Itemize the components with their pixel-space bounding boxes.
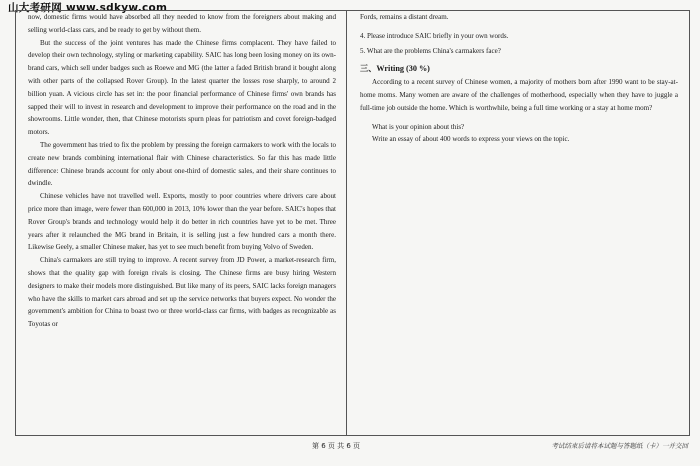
passage-paragraph: The government has tried to fix the problem by pressing the foreign carmakers to work with the locals to create new brands combining international flair with Chinese characteristics. So far this has made little difference: Chinese brands account for only about one-third of domestic sales, and their share continues to dwindle. (28, 140, 336, 188)
writing-prompt: According to a recent survey of Chinese women, a majority of mothers born after 1990 want to be stay-at-home moms. Many women are aware of the challenges of motherhood, especially when they have to juggle a full-time job outside the home. Which is worthwhile, being a full time working or a stay at home mom? (360, 78, 678, 112)
passage-paragraph: But the success of the joint ventures has made the Chinese firms complacent. They have failed to develop their own technology, styling or marketing capability. SAIC has long been losing money on its own-brand cars, which sell under badges such as Roewe and MG (the latter a faded British brand it bought along with other parts of the collapsed Rover Group). In the latest quarter the losses rose sharply, to around 2 billion yuan. A vicious circle has set in: the poor financial performance of Chinese firms' own brands has sapped their will to invest in research and development to improve their performance on the road and in the showrooms. Little wonder, then, that Chinese motorists spurn pleas for patriotism and covet foreign-badged motors. (28, 38, 336, 137)
passage-continuation: Fords, remains a distant dream. (360, 13, 449, 21)
column-divider (346, 10, 347, 436)
footer-note: 考试结束后请将本试题与答题纸（卡）一并交回 (551, 442, 688, 450)
question-5: 5. What are the problems China's carmakers face? (360, 46, 501, 55)
writing-task-line: What is your opinion about this? (372, 122, 465, 131)
passage-paragraph: China's carmakers are still trying to improve. A recent survey from JD Power, a market-research firm, shows that the quality gap with foreign rivals is closing. The Chinese firms are busy hiring Western designers to make their models more distinguished. But like many of its peers, SAIC lacks foreign managers who have the skills to market cars abroad and set up the service networks that buyers expect. No wonder the government's ambition for China to boast two or three world-class car firms, with badges as recognizable as Toyotas or (28, 256, 336, 329)
writing-task-line: Write an essay of about 400 words to express your views on the topic. (372, 135, 570, 144)
left-column (28, 11, 336, 331)
watermark-logo: 山大考研网 www.sdkyw.com (8, 2, 168, 14)
passage-paragraph: Chinese vehicles have not travelled well. Exports, mostly to poor countries where drivers care about price more than image, were fewer than 600,000 in 2013, 10% lower than the year before. SAIC's hopes that Rover Group's brands and technology would help it do better in rich countries have yet to be met. Three years after it relaunched the MG brand in Britain, it is selling just a few hundred cars a month there. Likewise Geely, a smaller Chinese maker, has yet to see much benefit from buying Volvo of Sweden. (28, 192, 336, 252)
right-column (360, 11, 678, 146)
page-number: 第 6 页 共 6 页 (312, 442, 361, 450)
question-4: 4. Please introduce SAIC briefly in your own words. (360, 31, 509, 40)
passage-paragraph: now, domestic firms would have absorbed all they needed to know from the foreigners about making and selling world-class cars, and be ready to get by without them. (28, 13, 336, 34)
writing-section-heading: 三、Writing (30 %) (360, 64, 430, 74)
